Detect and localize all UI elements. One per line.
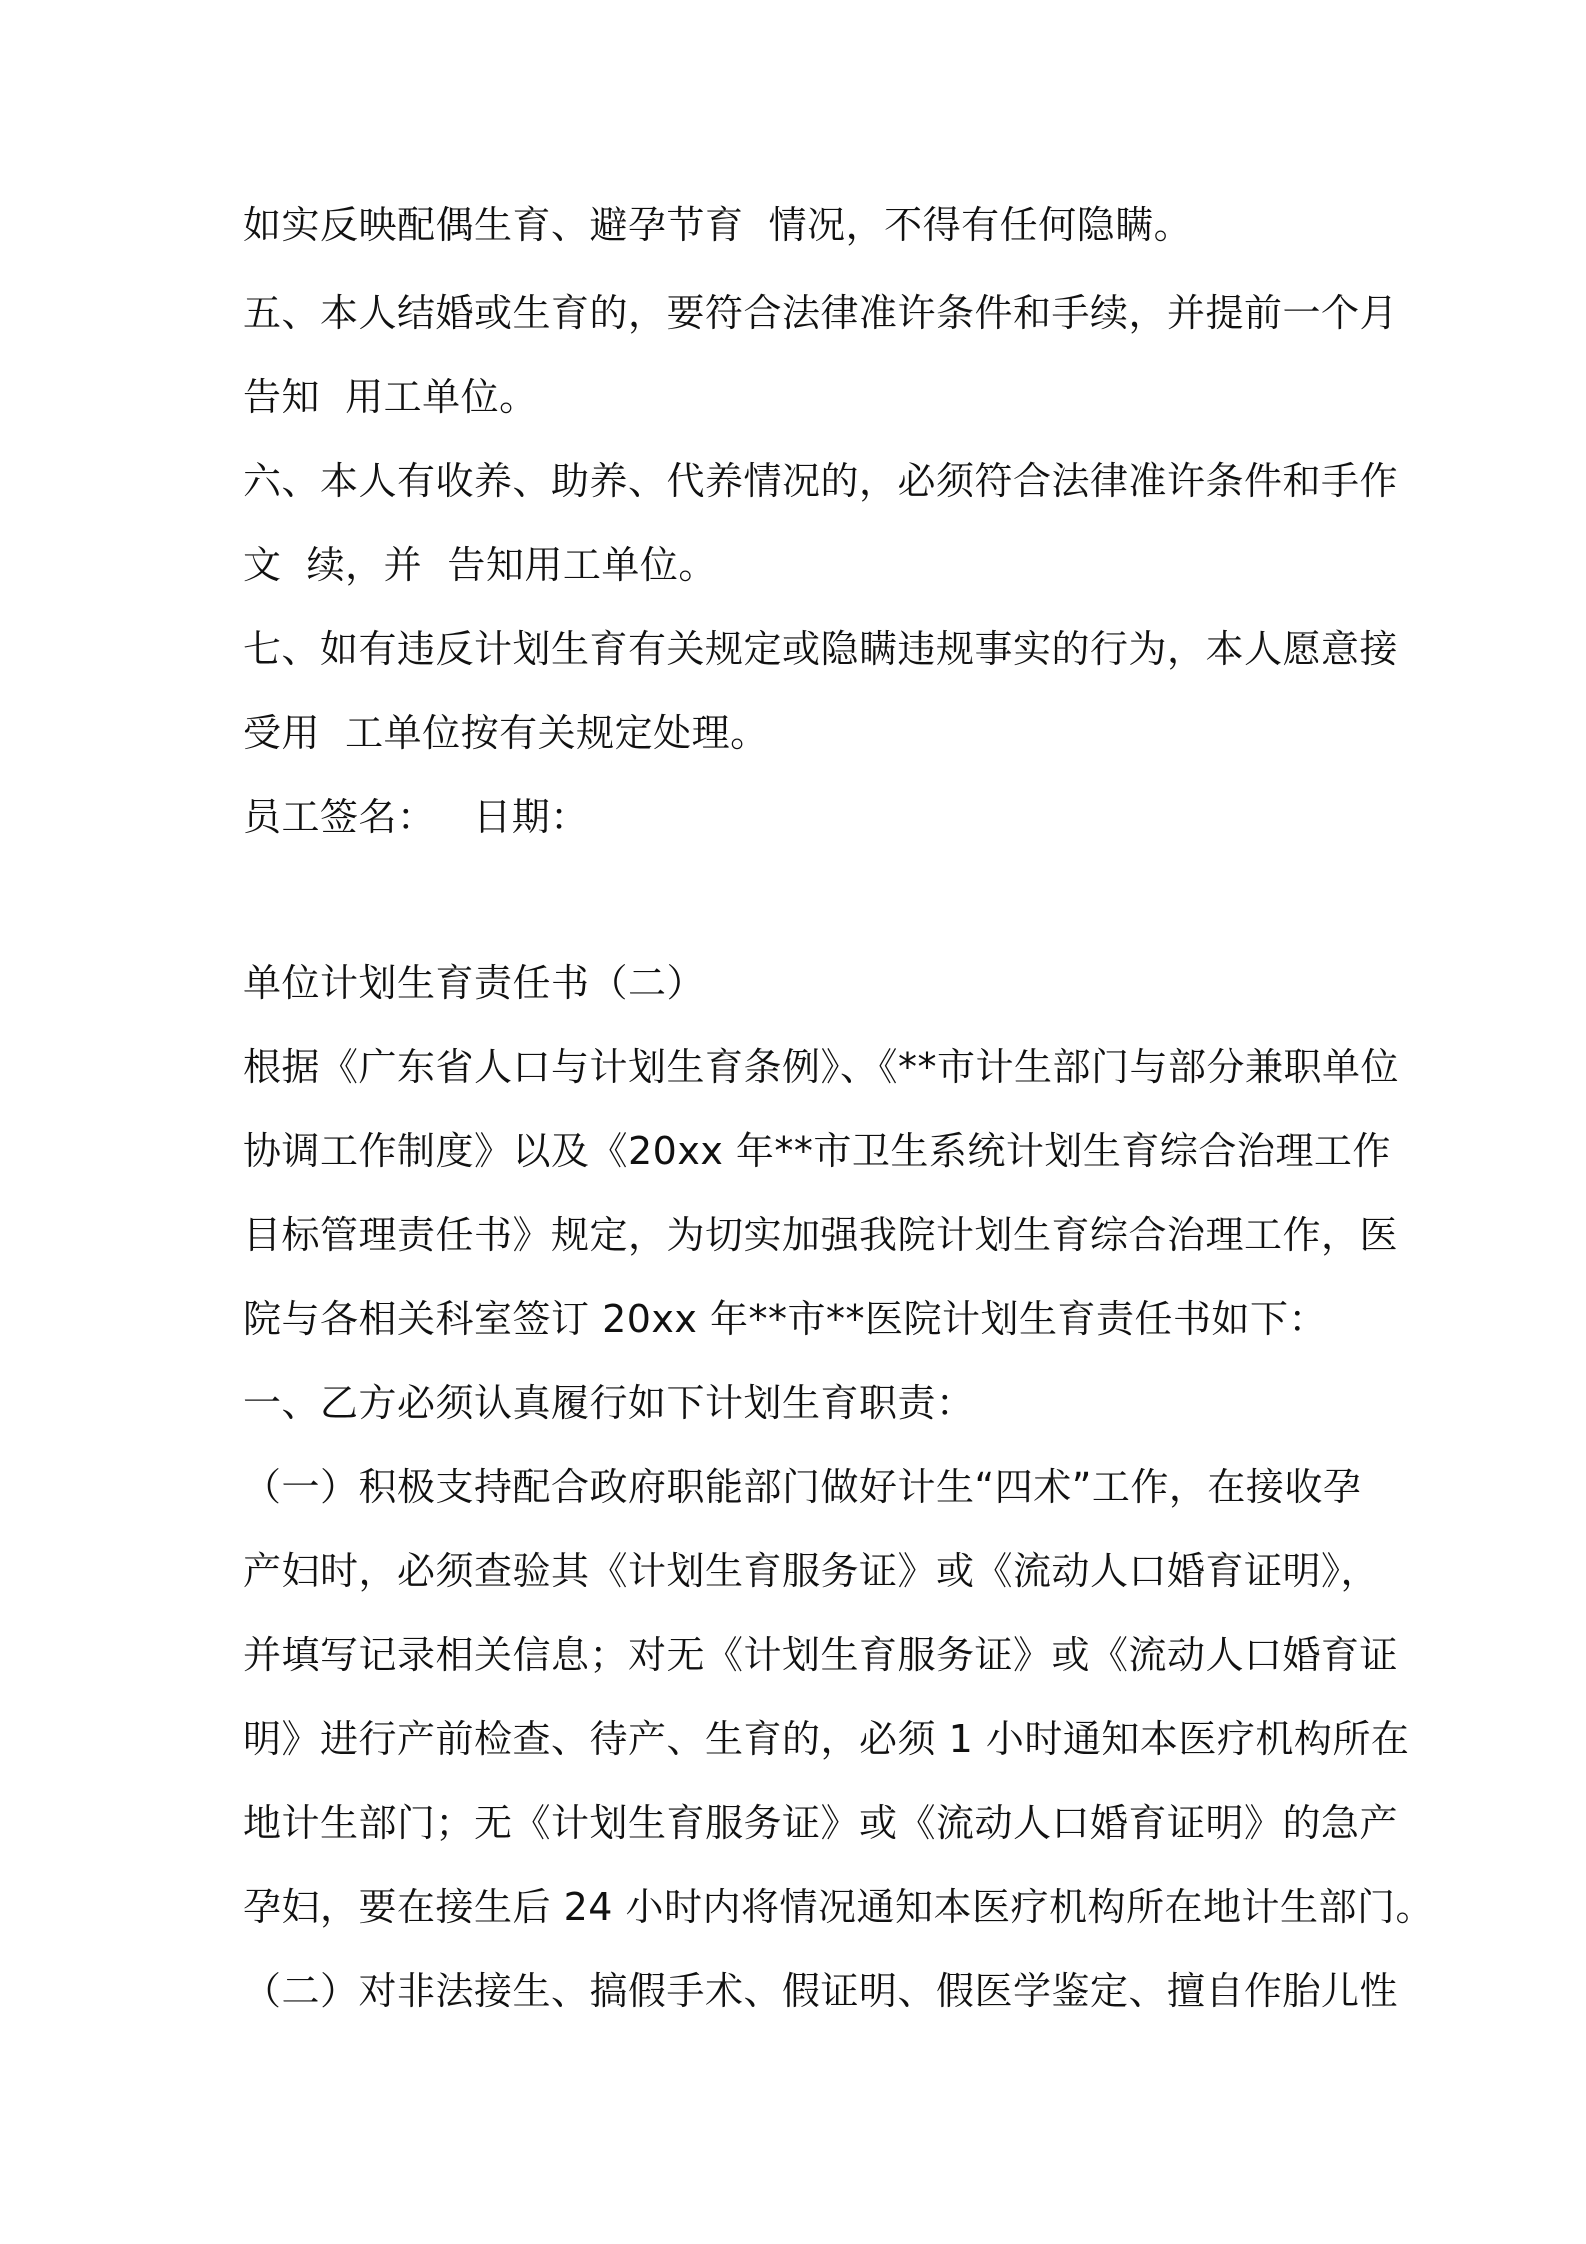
text-line: 并填写记录相关信息；对无《计划生育服务证》或《流动人口婚育证 bbox=[243, 1633, 1399, 1677]
text-line: 告知 用工单位。 bbox=[243, 375, 538, 419]
text-line: 五、本人结婚或生育的，要符合法律准许条件和手续，并提前一个月 bbox=[243, 291, 1399, 335]
text-line: 七、如有违反计划生育有关规定或隐瞒违规事实的行为，本人愿意接 bbox=[243, 627, 1399, 671]
text-line: 协调工作制度》以及《20xx 年**市卫生系统计划生育综合治理工作 bbox=[243, 1129, 1391, 1173]
section-title: 单位计划生育责任书（二） bbox=[243, 961, 706, 1005]
text-line: 根据《广东省人口与计划生育条例》、《**市计生部门与部分兼职单位 bbox=[243, 1045, 1400, 1089]
signature-date-line: 员工签名： 日期： bbox=[243, 795, 589, 839]
text-line: 六、本人有收养、助养、代养情况的，必须符合法律准许条件和手作 bbox=[243, 459, 1399, 503]
text-line: 孕妇，要在接生后 24 小时内将情况通知本医疗机构所在地计生部门。 bbox=[243, 1885, 1435, 1929]
text-line: （一）积极支持配合政府职能部门做好计生“四术”工作，在接收孕 bbox=[243, 1465, 1362, 1509]
text-line: 一、乙方必须认真履行如下计划生育职责： bbox=[243, 1381, 975, 1425]
text-line: 文 续，并 告知用工单位。 bbox=[243, 543, 717, 587]
text-line: 产妇时，必须查验其《计划生育服务证》或《流动人口婚育证明》， bbox=[243, 1549, 1380, 1593]
text-line: 目标管理责任书》规定，为切实加强我院计划生育综合治理工作，医 bbox=[243, 1213, 1399, 1257]
text-line: 院与各相关科室签订 20xx 年**市**医院计划生育责任书如下： bbox=[243, 1297, 1327, 1341]
text-line: 受用 工单位按有关规定处理。 bbox=[243, 711, 769, 755]
text-line: 明》进行产前检查、待产、生育的，必须 1 小时通知本医疗机构所在 bbox=[243, 1717, 1410, 1761]
text-line: （二）对非法接生、搞假手术、假证明、假医学鉴定、擅自作胎儿性 bbox=[243, 1969, 1399, 2013]
text-line: 地计生部门；无《计划生育服务证》或《流动人口婚育证明》的急产 bbox=[243, 1801, 1399, 1845]
text-line: 如实反映配偶生育、避孕节育 情况，不得有任何隐瞒。 bbox=[243, 203, 1193, 247]
